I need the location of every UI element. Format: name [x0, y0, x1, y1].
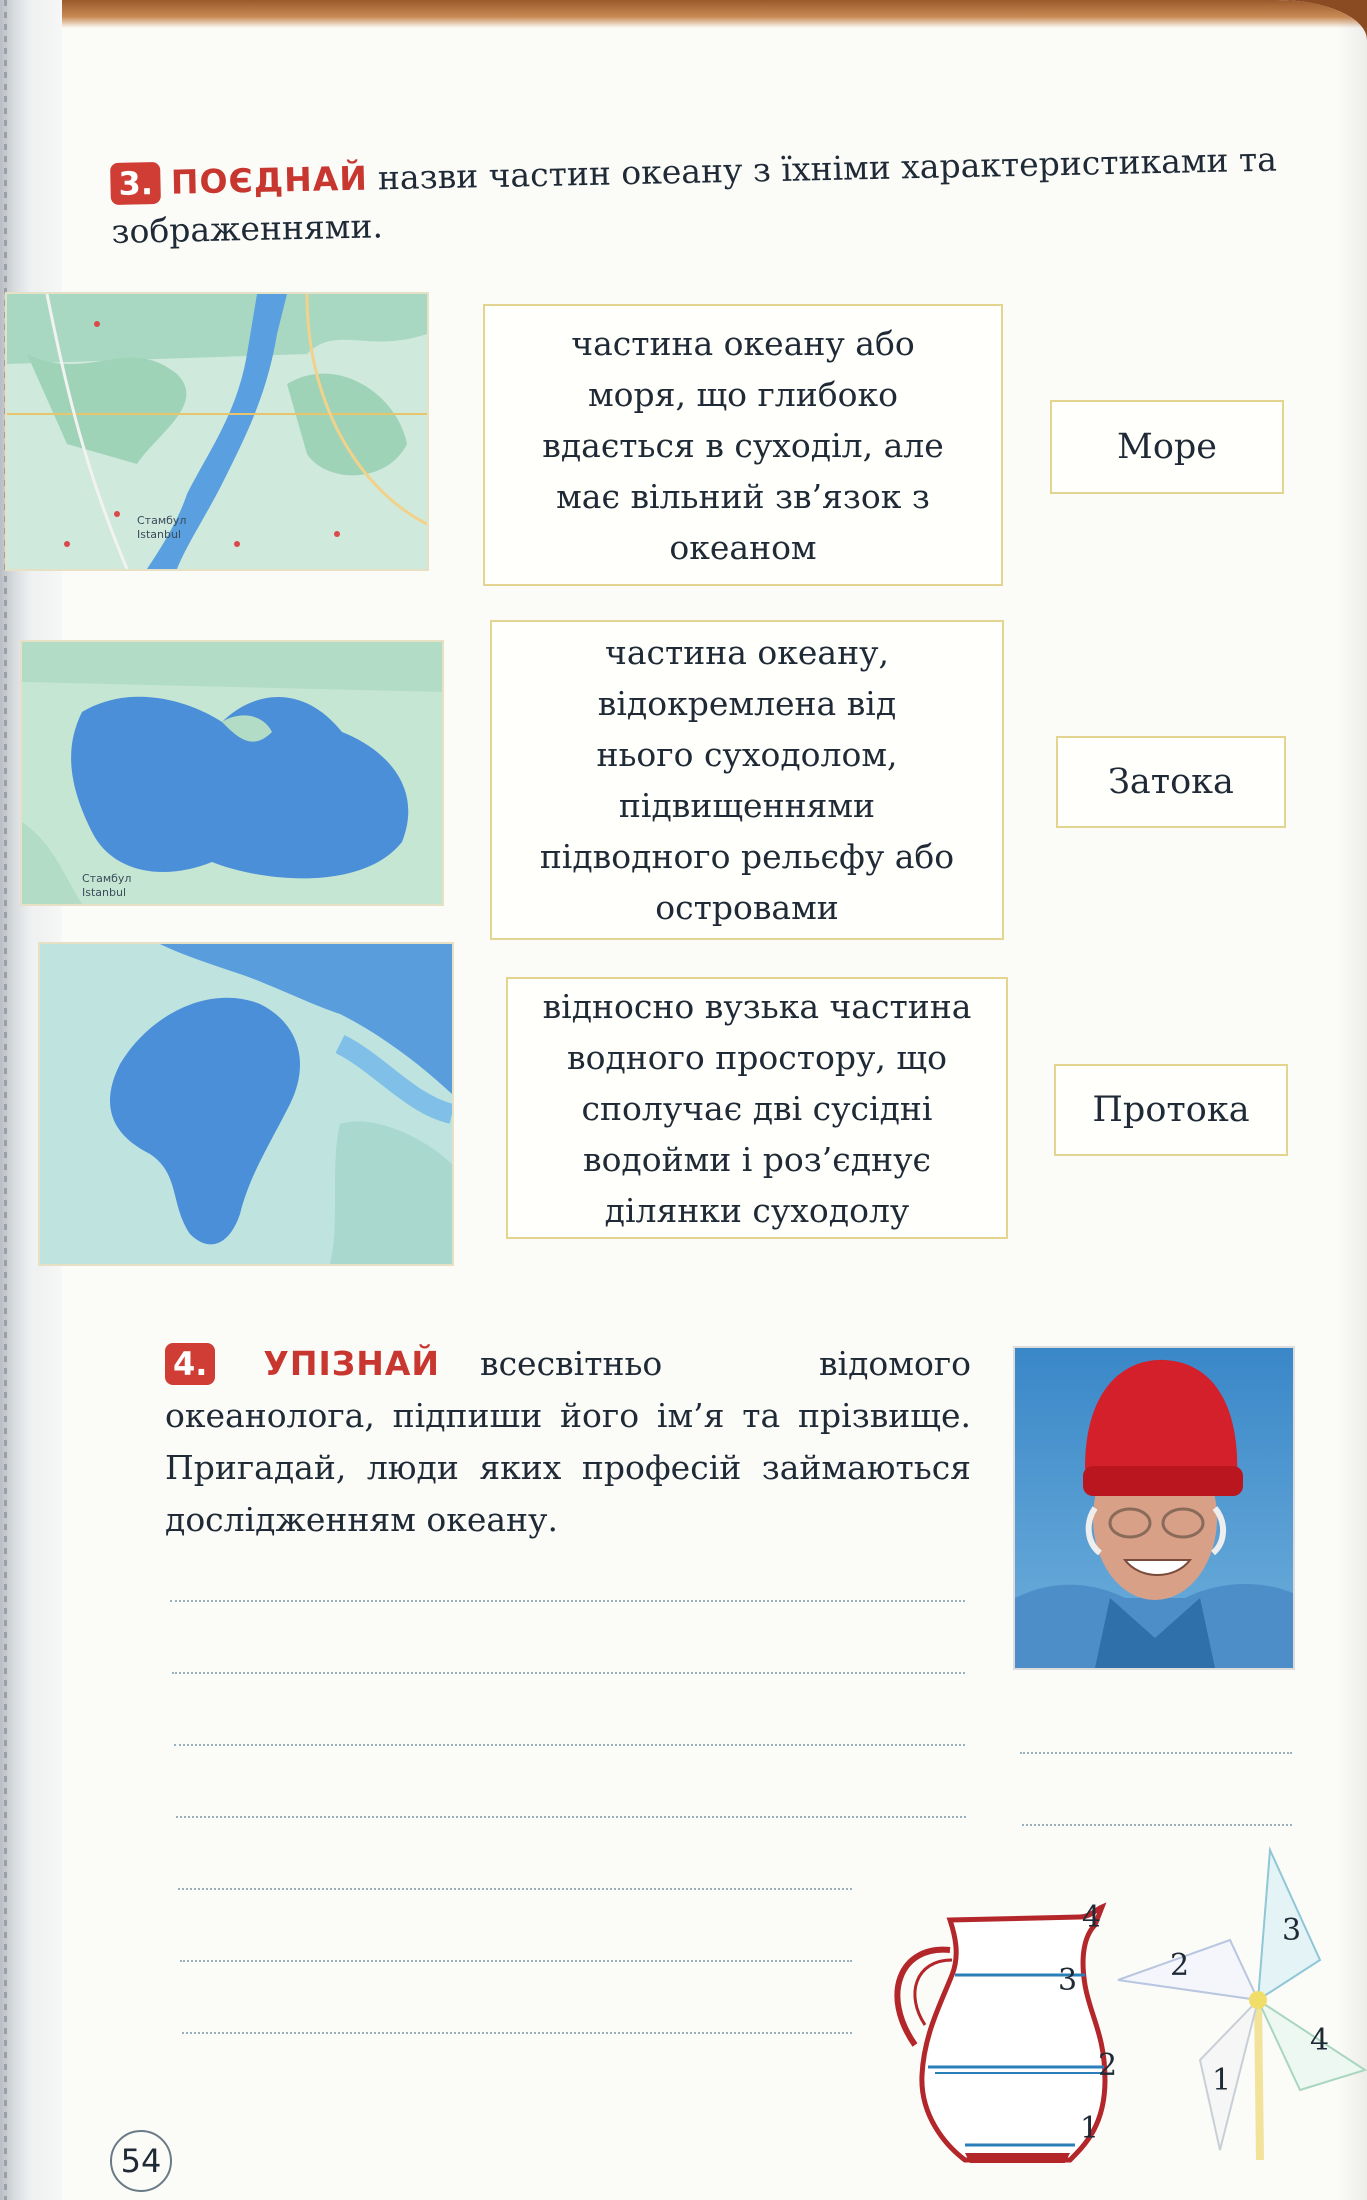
task4-keyword: УПІЗНАЙ [263, 1344, 440, 1383]
task3-header [110, 135, 1292, 256]
page-number: 54 [110, 2130, 172, 2192]
task3-number-badge: 3. [110, 162, 161, 205]
map-black-sea [20, 640, 444, 906]
definition-2-line-1: частина океану, [605, 633, 889, 672]
definition-1-line-5: океаном [669, 527, 817, 567]
pinwheel-figure [1110, 1840, 1367, 2170]
definition-1-line-4: має вільний зв’язок з [556, 476, 930, 516]
definition-1-line-2: моря, що глибоко [588, 374, 898, 414]
task3-keyword: ПОЄДНАЙ [170, 158, 369, 202]
task3-instruction: назви частин океану з їхніми характеристиками та зображеннями. [111, 139, 1278, 251]
definition-1-line-3: вдається в суходіл, але [542, 425, 944, 465]
jug-level-4: 4 [1082, 1900, 1102, 1935]
answer-line[interactable] [174, 1744, 965, 1746]
answer-line[interactable] [176, 1816, 966, 1818]
oceanographer-photo [1013, 1346, 1295, 1670]
task4-instruction: всесвітньо відомого океанолога, підпиши його ім’я та прізвище. Пригадай, люди яких професій займаються дослідженням океану. [165, 1344, 971, 1539]
term-box-sea[interactable]: Море [1050, 400, 1284, 494]
definition-2-line-3: нього суходолом, [596, 735, 898, 774]
definition-3-line-5: ділянки суходолу [604, 1190, 910, 1230]
map-gulf [38, 942, 454, 1266]
answer-line[interactable] [182, 2032, 852, 2034]
jug-level-2: 2 [1098, 2048, 1118, 2083]
page-top-edge [0, 0, 1367, 28]
answer-line[interactable] [180, 1960, 852, 1962]
pinwheel-blade-2: 2 [1170, 1948, 1190, 1983]
definition-3-line-3: сполучає дві сусідні [581, 1088, 933, 1128]
answer-line[interactable] [1020, 1752, 1292, 1754]
definition-2-line-6: островами [655, 888, 839, 927]
pinwheel-blade-3: 3 [1282, 1913, 1302, 1948]
definition-1-line-1: частина океану або [571, 323, 915, 363]
task4-text [165, 1338, 971, 1546]
map-bosporus-strait [5, 292, 429, 571]
definition-box-3[interactable] [506, 977, 1008, 1239]
definition-box-1[interactable] [483, 304, 1003, 586]
definition-3-line-4: водойми і роз’єднує [582, 1139, 931, 1179]
map2-label-2: Istanbul [82, 886, 127, 899]
answer-line[interactable] [170, 1600, 965, 1602]
answer-line[interactable] [172, 1672, 965, 1674]
pinwheel-blade-1: 1 [1212, 2063, 1232, 2098]
answer-line[interactable] [1022, 1824, 1292, 1826]
term-box-gulf[interactable]: Затока [1056, 736, 1286, 828]
term-box-strait[interactable]: Протока [1054, 1064, 1288, 1156]
definition-3-line-2: водного простору, що [567, 1037, 947, 1077]
answer-line[interactable] [178, 1888, 852, 1890]
map1-label-1: Стамбул [137, 514, 187, 527]
jug-level-1: 1 [1080, 2111, 1100, 2146]
task4-number-badge: 4. [165, 1343, 215, 1385]
definition-2-line-2: відокремлена від [597, 684, 897, 723]
definition-2-line-5: підводного рельєфу або [539, 837, 955, 876]
definition-box-2[interactable] [490, 620, 1004, 940]
jug-level-3: 3 [1058, 1963, 1078, 1998]
definition-3-line-1: відносно вузька частина [542, 986, 972, 1026]
definition-2-line-4: підвищеннями [618, 786, 876, 825]
map2-label-1: Стамбул [82, 872, 132, 885]
pinwheel-blade-4: 4 [1310, 2023, 1330, 2058]
map1-label-2: Istanbul [137, 528, 182, 541]
jug-figure [880, 1895, 1130, 2175]
